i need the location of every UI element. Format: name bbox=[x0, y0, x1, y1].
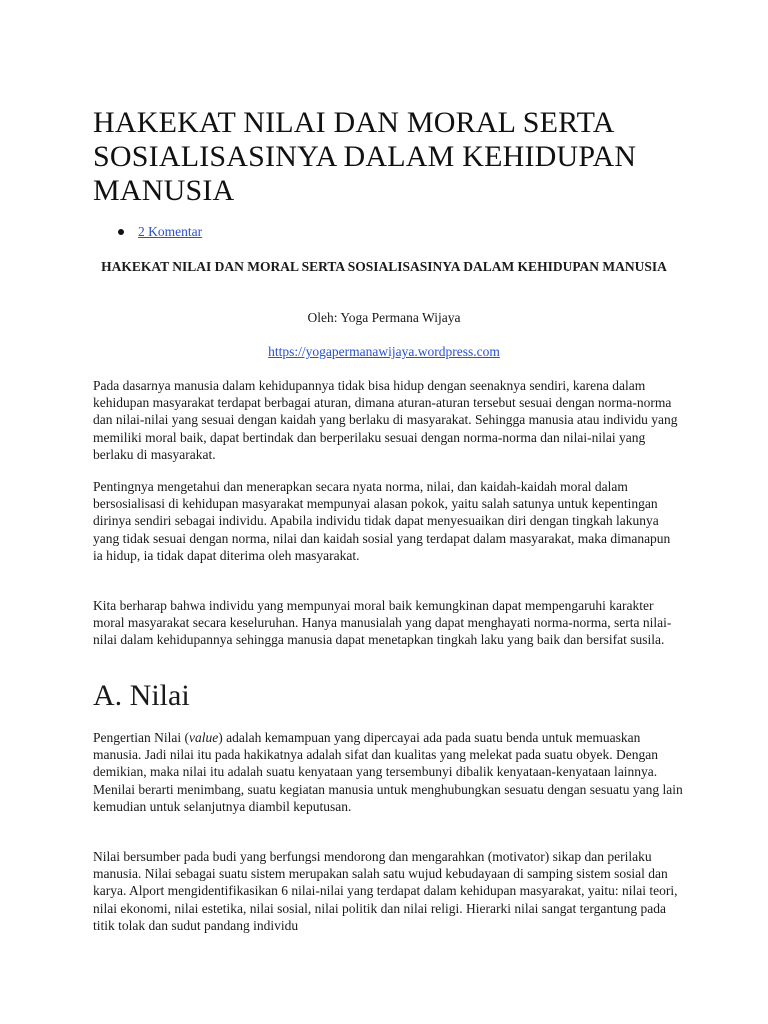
post-meta-list bbox=[118, 223, 202, 242]
author-line: Oleh: Yoga Permana Wijaya bbox=[307, 310, 461, 325]
nilai-paragraph-1 bbox=[93, 729, 683, 815]
intro-paragraph-2: Pentingnya mengetahui dan menerapkan secara nyata norma, nilai, dan kaidah-kaidah moral dalam bersosialisasi di kehidupan masyarakat mempunyai alasan pokok, yaitu salah satunya untuk kepentingan dirinya sendiri sebagai individu. Apabila individu tidak dapat menyesuaikan diri dengan tingkah lakunya yang tidak sesuai dengan norma, nilai dan kaidah sosial yang terdapat dalam masyarakat, maka dimanapun ia hidup, ia tidak dapat diterima oleh masyarakat. bbox=[93, 479, 671, 563]
website-line bbox=[93, 343, 675, 361]
nilai-paragraph-2: Nilai bersumber pada budi yang berfungsi mendorong dan mengarahkan (motivator) sikap dan perilaku manusia. Nilai sebagai suatu sistem merupakan salah satu wujud kebudayaan di samping sistem sosial dan karya. Alport mengidentifikasikan 6 nilai-nilai yang terdapat dalam kehidupan masyarakat, yaitu: nilai teori, nilai ekonomi, nilai estetika, nilai sosial, nilai politik dan nilai religi. Hierarki nilai sangat tergantung pada titik tolak dan sudut pandang individu bbox=[93, 849, 678, 933]
bullet-icon bbox=[118, 229, 124, 235]
article-subtitle: HAKEKAT NILAI DAN MORAL SERTA SOSIALISASINYA DALAM KEHIDUPAN MANUSIA bbox=[101, 259, 667, 274]
nilai-p1-before: Pengertian Nilai ( bbox=[93, 730, 189, 745]
nilai-p1-after: ) adalah kemampuan yang dipercayai ada pada suatu benda untuk memuaskan manusia. Jadi nilai itu pada hakikatnya adalah sifat dan kualitas yang melekat pada suatu obyek. Dengan demikian, maka nilai itu adalah suatu kenyataan yang tersembunyi dibalik kenyataan-kenyataan lainnya. Menilai berarti menimbang, suatu kegiatan manusia untuk menghubungkan sesuatu dengan sesuatu yang lain kemudian untuk selanjutnya diambil keputusan. bbox=[93, 730, 683, 814]
website-link[interactable]: https://yogapermanawijaya.wordpress.com bbox=[268, 344, 500, 359]
comments-link[interactable]: 2 Komentar bbox=[138, 224, 203, 239]
comments-item bbox=[118, 223, 202, 242]
article-title: HAKEKAT NILAI DAN MORAL SERTA SOSIALISASINYA DALAM KEHIDUPAN MANUSIA bbox=[93, 106, 637, 207]
intro-paragraph-3: Kita berharap bahwa individu yang mempunyai moral baik kemungkinan dapat mempengaruhi karakter moral masyarakat secara keseluruhan. Hanya manusialah yang dapat menghayati norma-norma, serta nilai-nilai dalam kehidupannya sehingga manusia dapat menetapkan tingkah laku yang baik dan bersifat susila. bbox=[93, 598, 672, 648]
nilai-p1-italic: value bbox=[188, 730, 219, 745]
intro-paragraph-1: Pada dasarnya manusia dalam kehidupannya tidak bisa hidup dengan seenaknya sendiri, karena dalam kehidupan masyarakat terdapat berbagai aturan, dimana aturan-aturan tersebut sesuai dengan norma-norma dan nilai-nilai yang sesuai dengan kaidah yang berlaku di masyarakat. Sehingga manusia atau individu yang memiliki moral baik, dapat bertindak dan berperilaku sesuai dengan norma-norma dan nilai-nilai yang berlaku di masyarakat. bbox=[93, 378, 678, 462]
section-heading-nilai: A. Nilai bbox=[93, 679, 190, 712]
